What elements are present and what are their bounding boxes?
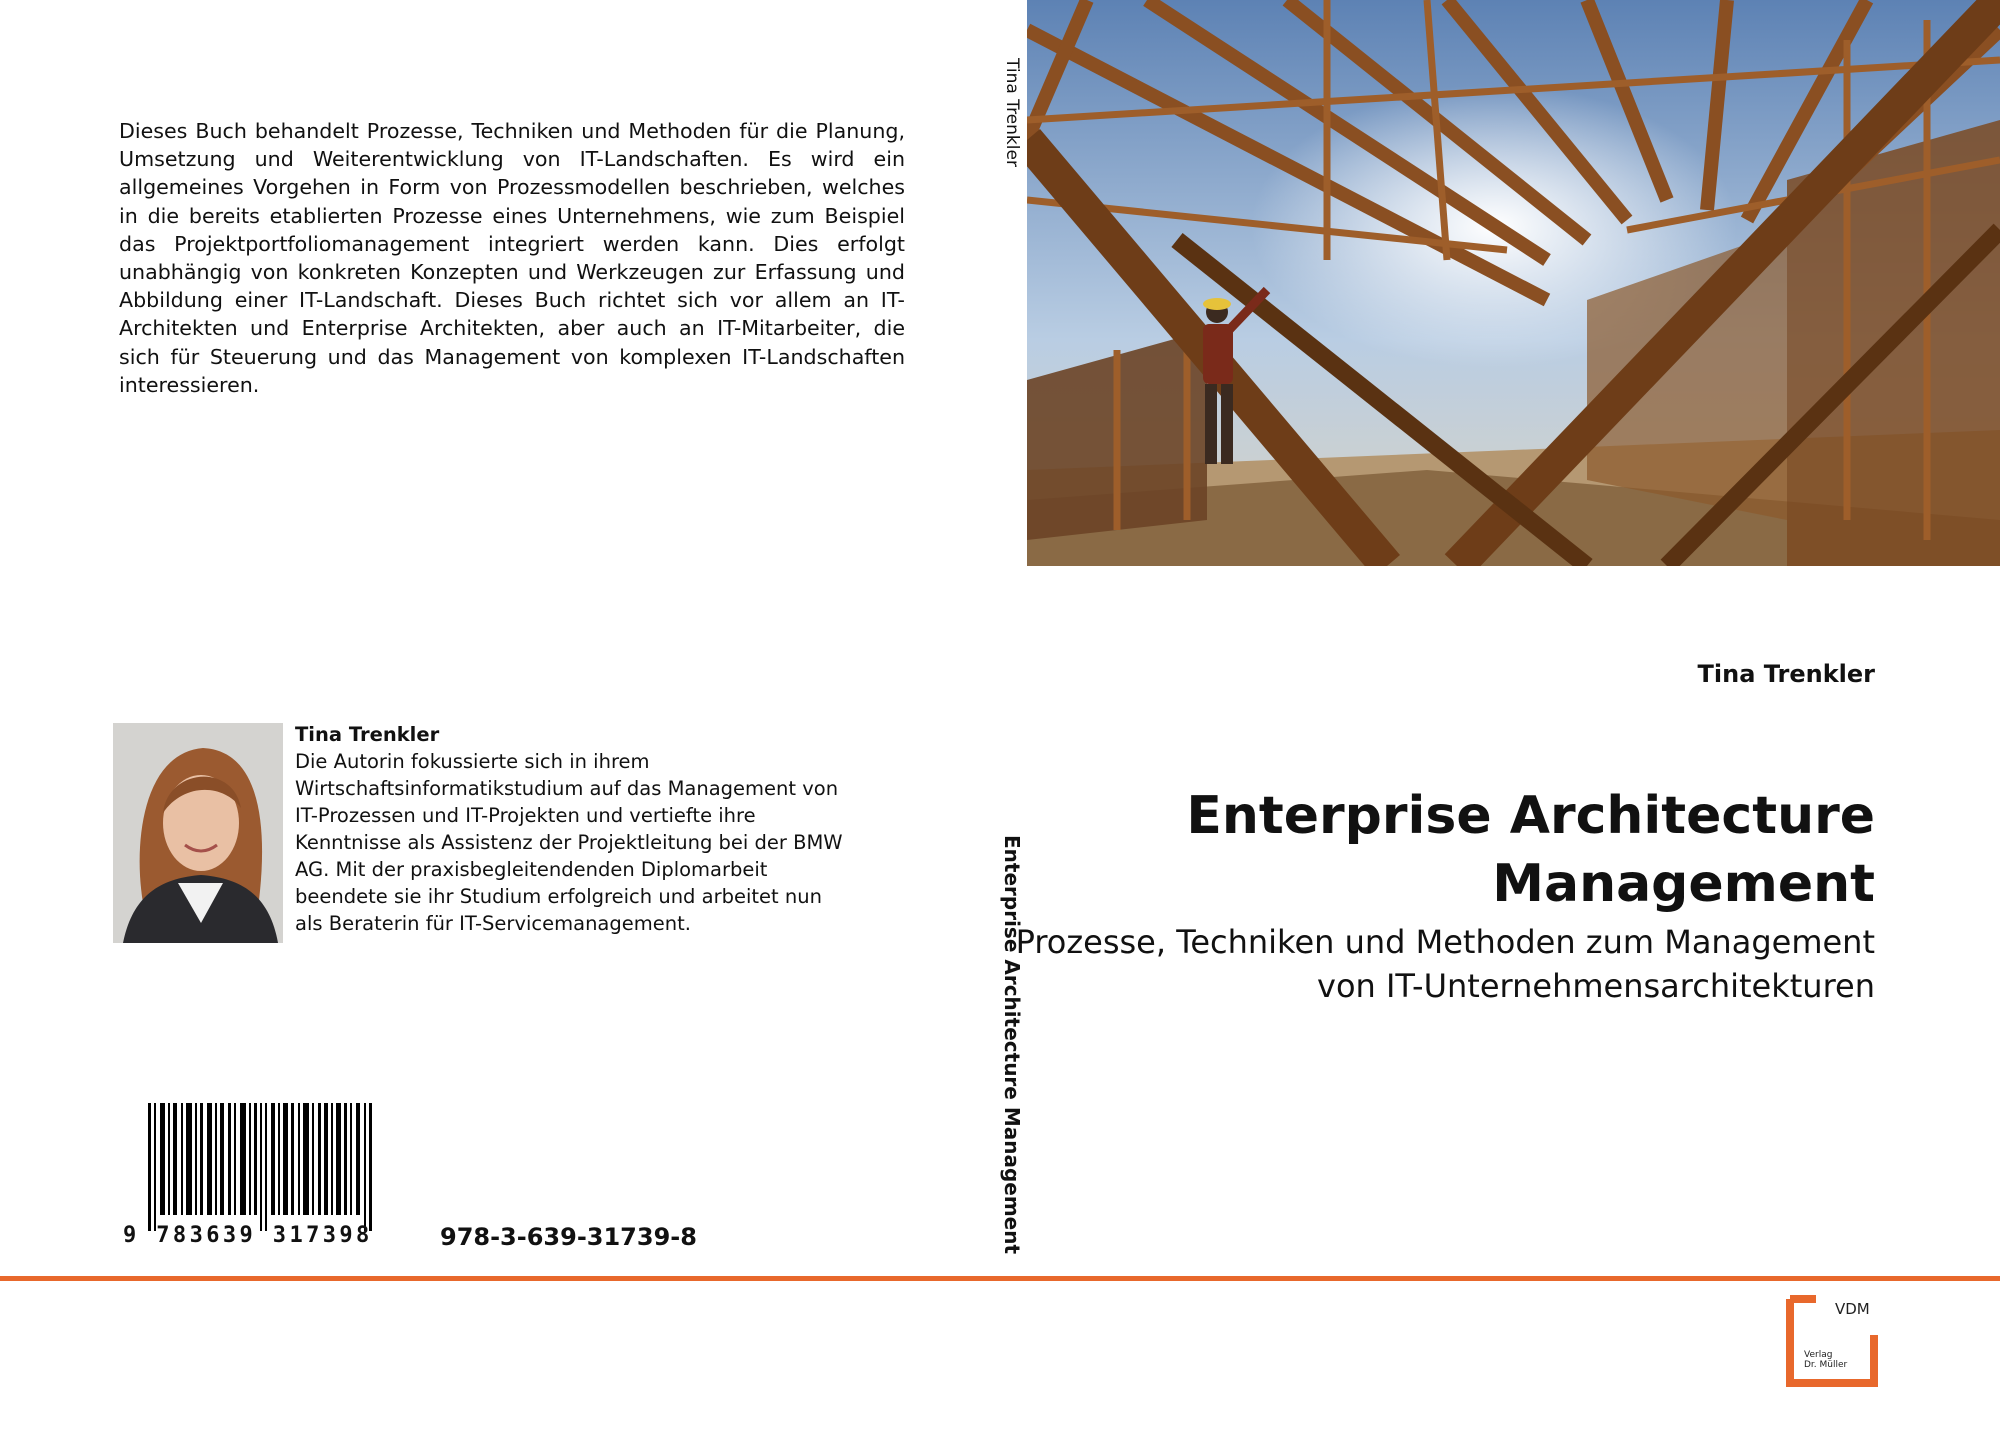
cover-photo: [1027, 0, 2000, 566]
front-cover-author: Tina Trenkler: [1697, 660, 1875, 688]
barcode-digits: 9 783639 317398: [123, 1223, 373, 1248]
author-bio-name: Tina Trenkler: [295, 723, 440, 746]
isbn-barcode: [120, 1103, 410, 1243]
accent-rule: [0, 1276, 2000, 1281]
publisher-subtext-line2: Dr. Müller: [1804, 1360, 1848, 1370]
author-bio-text: Die Autorin fokussierte sich in ihrem Wirtschaftsinformatikstudium auf das Management von IT-Prozessen und IT-Projekten und vertiefte ihre Kenntnisse als Assistenz der Projektleitung bei der BMW AG. Mit der praxisbegleitendenden Diplomarbeit beendete sie ihr Studium erfolgreich und arbeitet nun als Beraterin für IT-Servicemanagement.: [295, 750, 843, 935]
front-cover-title: Enterprise Architecture Management: [1186, 786, 1875, 914]
back-cover-blurb: Dieses Buch behandelt Prozesse, Techniken und Methoden für die Planung, Umsetzung und Weiterentwicklung von IT-Landschaften. Es wird ein allgemeines Vorgehen in Form von Prozessmodellen beschrieben, welches in die bereits etablierten Prozesse eines Unternehmens, wie zum Beispiel das Projektportfoliomanagement integriert werden kann. Dies erfolgt unabhängig von konkreten Konzepten und Werkzeugen zur Erfassung und Abbildung einer IT-Landschaft. Dieses Buch richtet sich vor allem an IT-Architekten und Enterprise Architekten, aber auch an IT-Mitarbeiter, die sich für Steuerung und das Management von komplexen IT-Landschaften interessieren.: [119, 119, 905, 397]
spine-author: Tina Trenkler: [1002, 58, 1022, 167]
isbn-number: 978-3-639-31739-8: [440, 1223, 697, 1251]
publisher-logo-text: VDM: [1835, 1300, 1870, 1318]
spine-title: Enterprise Architecture Management: [1000, 835, 1024, 1255]
publisher-subtext-line1: Verlag: [1804, 1350, 1833, 1360]
front-cover-subtitle: Prozesse, Techniken und Methoden zum Management von IT-Unternehmensarchitekturen: [1015, 923, 1875, 1005]
publisher-logo-subtext: [1804, 1350, 1847, 1370]
author-bio: [295, 721, 855, 937]
author-portrait: [113, 723, 283, 943]
